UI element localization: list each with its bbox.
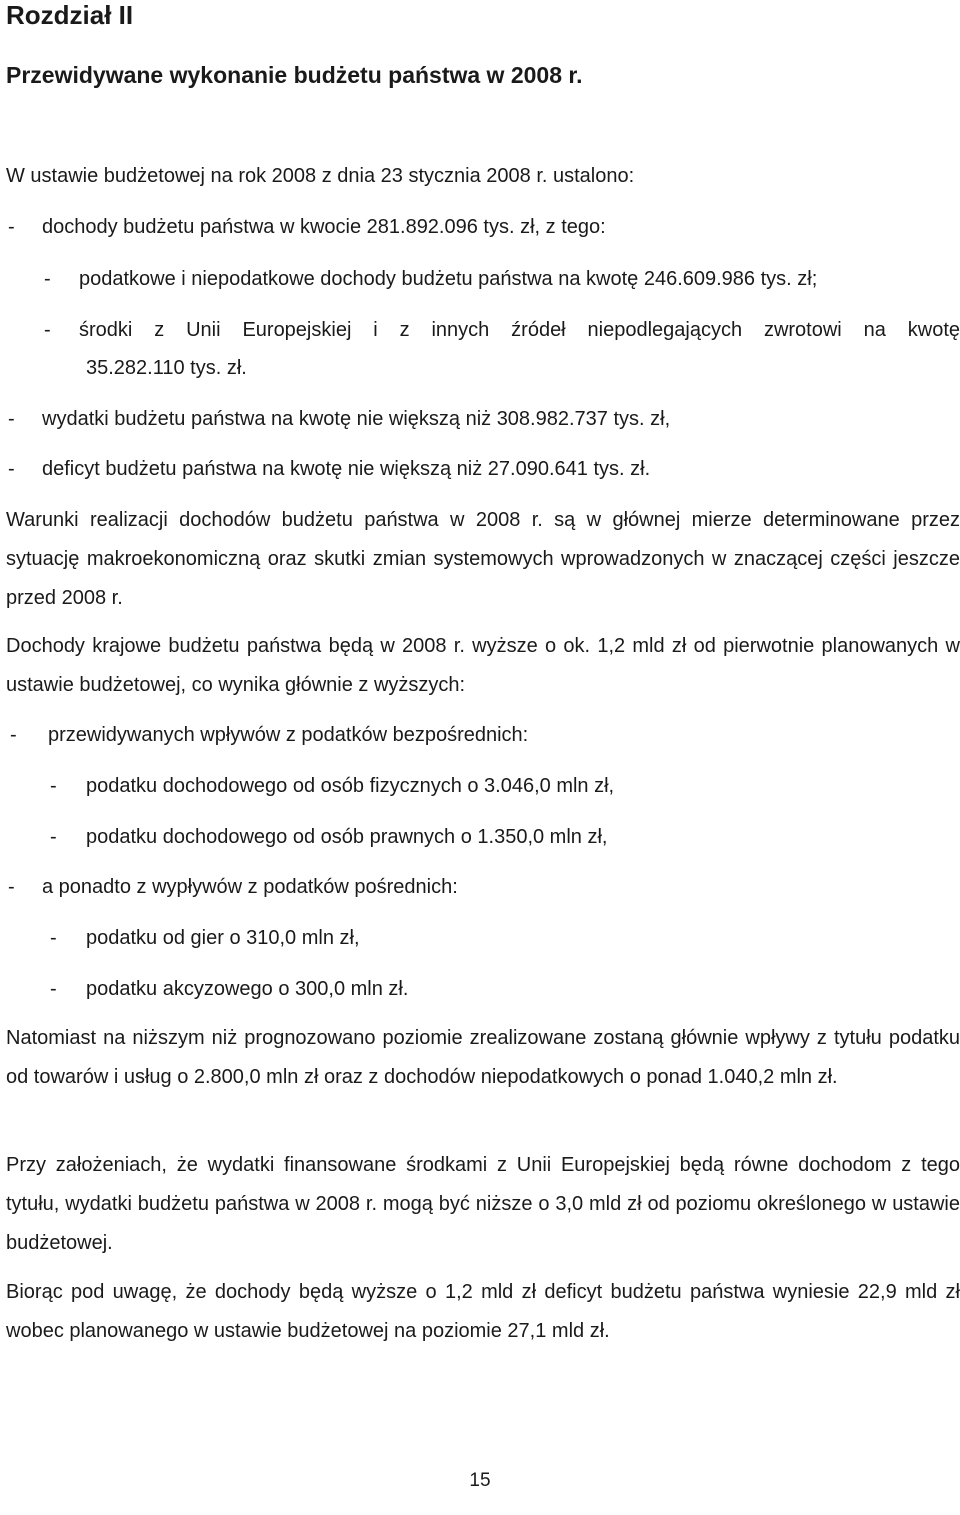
list-item-continuation: 35.282.110 tys. zł. [86, 357, 247, 379]
list-item: podatku od gier o 310,0 mln zł, [86, 927, 360, 949]
paragraph-zalozenia: Przy założeniach, że wydatki finansowane środkami z Unii Europejskiej będą równe dochodom z tego tytułu, wydatki budżetu państwa w 2008 r. mogą być niższe o 3,0 mld zł od poziomu określonego w ustawie budżetowej. [6, 1154, 960, 1254]
page-number: 15 [469, 1470, 491, 1491]
list-dash: - [44, 268, 51, 290]
list-item: deficyt budżetu państwa na kwotę nie większą niż 27.090.641 tys. zł. [42, 458, 651, 480]
paragraph-natomiast: Natomiast na niższym niż prognozowano poziomie zrealizowane zostaną głównie wpływy z tytułu podatku od towarów i usług o 2.800,0 mln zł oraz z dochodów niepodatkowych o ponad 1.040,2 mln zł. [6, 1027, 960, 1088]
list-item: podatkowe i niepodatkowe dochody budżetu państwa na kwotę 246.609.986 tys. zł; [79, 268, 818, 290]
list-dash: - [50, 826, 57, 848]
list-item: podatku dochodowego od osób prawnych o 1.350,0 mln zł, [86, 826, 608, 848]
list-item: środki z Unii Europejskiej i z innych źródeł niepodlegających zwrotowi na kwotę [79, 319, 960, 341]
list-item: podatku akcyzowego o 300,0 mln zł. [86, 978, 409, 1000]
list-item: a ponadto z wypływów z podatków pośrednich: [42, 876, 458, 898]
list-dash: - [8, 216, 15, 238]
paragraph-dochody: Dochody krajowe budżetu państwa będą w 2008 r. wyższe o ok. 1,2 mld zł od pierwotnie planowanych w ustawie budżetowej, co wynika głównie z wyższych: [6, 635, 960, 696]
list-dash: - [50, 927, 57, 949]
list-dash: - [8, 458, 15, 480]
intro-line: W ustawie budżetowej na rok 2008 z dnia 23 stycznia 2008 r. ustalono: [6, 165, 635, 187]
list-dash: - [44, 319, 51, 341]
list-item: przewidywanych wpływów z podatków bezpośrednich: [48, 724, 529, 746]
list-dash: - [10, 724, 17, 746]
chapter-heading: Rozdział II [6, 0, 134, 30]
list-dash: - [8, 876, 15, 898]
list-dash: - [50, 775, 57, 797]
list-item: dochody budżetu państwa w kwocie 281.892.096 tys. zł, z tego: [42, 216, 606, 238]
paragraph-warunki: Warunki realizacji dochodów budżetu państwa w 2008 r. są w głównej mierze determinowane przez sytuację makroekonomiczną oraz skutki zmian systemowych wprowadzonych w znaczącej części jeszcze przed 2008 r. [6, 509, 960, 609]
list-dash: - [8, 408, 15, 430]
list-item: wydatki budżetu państwa na kwotę nie większą niż 308.982.737 tys. zł, [42, 408, 671, 430]
paragraph-deficyt: Biorąc pod uwagę, że dochody będą wyższe o 1,2 mld zł deficyt budżetu państwa wyniesie 22,9 mld zł wobec planowanego w ustawie budżetowej na poziomie 27,1 mld zł. [6, 1281, 960, 1342]
list-dash: - [50, 978, 57, 1000]
section-title: Przewidywane wykonanie budżetu państwa w 2008 r. [6, 62, 583, 88]
list-item: podatku dochodowego od osób fizycznych o 3.046,0 mln zł, [86, 775, 615, 797]
